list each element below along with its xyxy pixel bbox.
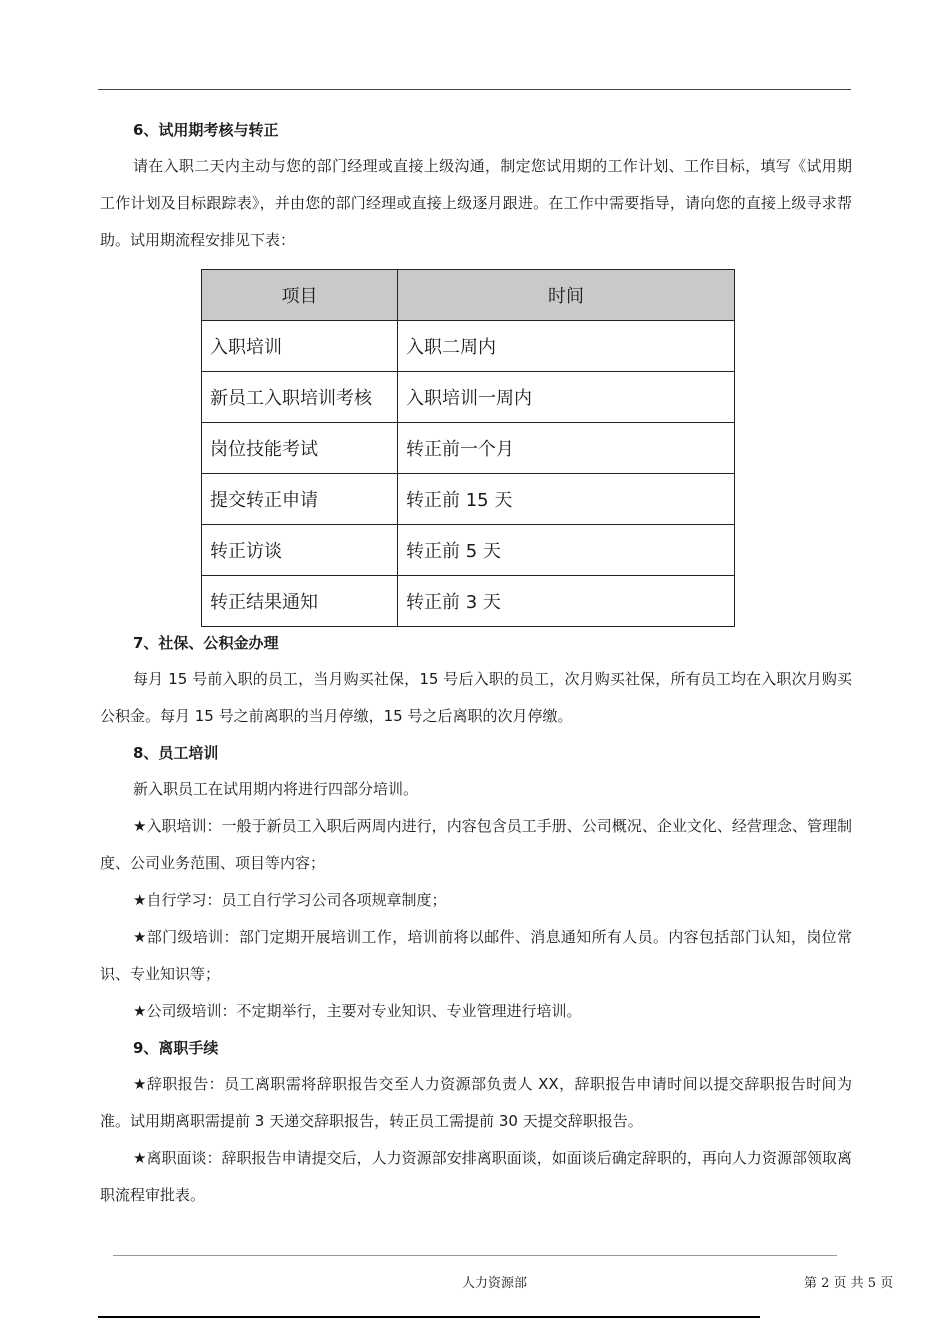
table-cell-time: 入职二周内 bbox=[398, 321, 735, 372]
bottom-rule bbox=[98, 1316, 760, 1318]
document-body bbox=[100, 118, 852, 1214]
table-cell-item: 转正访谈 bbox=[202, 525, 398, 576]
table-header-time: 时间 bbox=[398, 270, 735, 321]
probation-schedule-table bbox=[201, 269, 735, 627]
section-6-heading: 6、试用期考核与转正 bbox=[133, 121, 279, 139]
section-8-heading: 8、员工培训 bbox=[133, 744, 219, 762]
section-7-paragraph: 每月 15 号前入职的员工，当月购买社保，15 号后入职的员工，次月购买社保，所有员工均在入职次月购买公积金。每月 15 号之前离职的当月停缴，15 号之后离职的次月停缴。 bbox=[100, 670, 852, 725]
section-9-heading: 9、离职手续 bbox=[133, 1039, 219, 1057]
footer-page-number: 第 2 页 共 5 页 bbox=[804, 1276, 894, 1291]
section-6-paragraph: 请在入职二天内主动与您的部门经理或直接上级沟通，制定您试用期的工作计划、工作目标，填写《试用期工作计划及目标跟踪表》，并由您的部门经理或直接上级逐月跟进。在工作中需要指导，请向您的直接上级寻求帮助。试用期流程安排见下表： bbox=[100, 157, 852, 249]
table-cell-time: 转正前 15 天 bbox=[398, 474, 735, 525]
table-cell-time: 转正前 5 天 bbox=[398, 525, 735, 576]
section-8-self-study: ★自行学习：员工自行学习公司各项规章制度； bbox=[133, 891, 447, 909]
section-8-department-training: ★部门级培训：部门定期开展培训工作，培训前将以邮件、消息通知所有人员。内容包括部门认知，岗位常识、专业知识等； bbox=[100, 928, 852, 983]
table-row bbox=[202, 474, 735, 525]
table-row bbox=[202, 372, 735, 423]
section-8-intro: 新入职员工在试用期内将进行四部分培训。 bbox=[133, 780, 419, 798]
section-7-heading: 7、社保、公积金办理 bbox=[133, 634, 279, 652]
table-row bbox=[202, 576, 735, 627]
header-rule bbox=[98, 89, 851, 90]
section-8-company-training: ★公司级培训：不定期举行，主要对专业知识、专业管理进行培训。 bbox=[133, 1002, 582, 1020]
table-row bbox=[202, 525, 735, 576]
footer-department: 人力资源部 bbox=[462, 1276, 528, 1291]
section-8-onboarding-training: ★入职培训：一般于新员工入职后两周内进行，内容包含员工手册、公司概况、企业文化、经营理念、管理制度、公司业务范围、项目等内容； bbox=[100, 817, 852, 872]
table-cell-item: 转正结果通知 bbox=[202, 576, 398, 627]
table-cell-item: 入职培训 bbox=[202, 321, 398, 372]
table-cell-item: 提交转正申请 bbox=[202, 474, 398, 525]
table-cell-time: 转正前一个月 bbox=[398, 423, 735, 474]
section-9-resignation-report: ★辞职报告：员工离职需将辞职报告交至人力资源部负责人 XX，辞职报告申请时间以提交辞职报告时间为准。试用期离职需提前 3 天递交辞职报告，转正员工需提前 30 天提交辞职报告。 bbox=[100, 1075, 852, 1130]
table-header-item: 项目 bbox=[202, 270, 398, 321]
table-row bbox=[202, 423, 735, 474]
table-cell-item: 新员工入职培训考核 bbox=[202, 372, 398, 423]
table-cell-time: 入职培训一周内 bbox=[398, 372, 735, 423]
table-cell-item: 岗位技能考试 bbox=[202, 423, 398, 474]
table-header-row bbox=[202, 270, 735, 321]
section-9-exit-interview: ★离职面谈：辞职报告申请提交后，人力资源部安排离职面谈，如面谈后确定辞职的，再向人力资源部领取离职流程审批表。 bbox=[100, 1149, 852, 1204]
footer-rule bbox=[113, 1255, 837, 1256]
table-cell-time: 转正前 3 天 bbox=[398, 576, 735, 627]
table-row bbox=[202, 321, 735, 372]
